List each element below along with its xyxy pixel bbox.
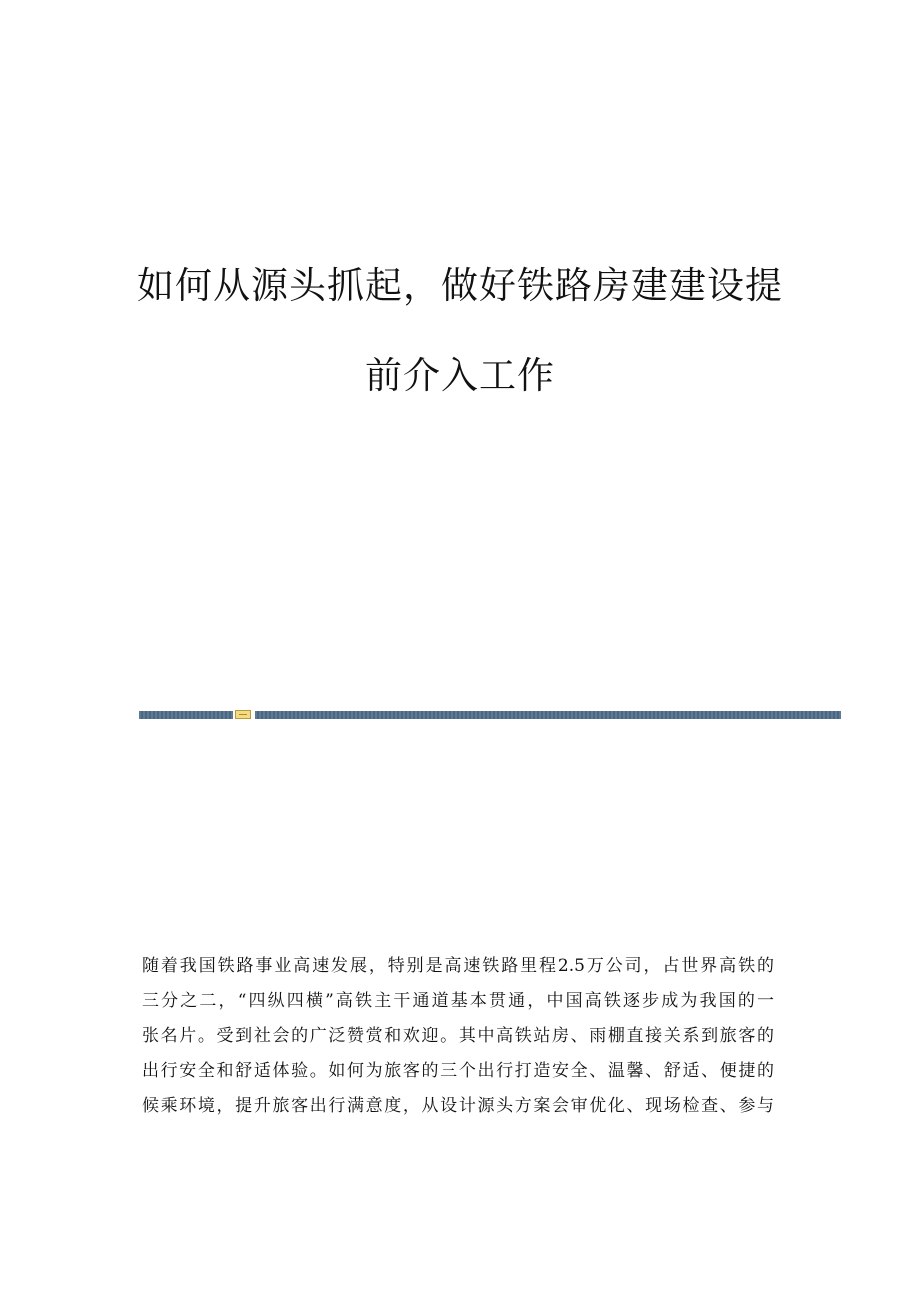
title-line-2: 前介入工作	[365, 354, 555, 397]
divider-ornament-icon	[235, 710, 251, 719]
divider-bar-right	[255, 711, 841, 719]
body-line-5: 候乘环境，提升旅客出行满意度，从设计源头方案会审优化、现场检查、参与	[142, 1096, 774, 1116]
title-line-1: 如何从源头抓起，做好铁路房建建设提	[137, 264, 783, 307]
body-line-1: 随着我国铁路事业高速发展，特别是高速铁路里程2.5万公司，占世界高铁的	[142, 956, 774, 976]
body-line-3: 张名片。受到社会的广泛赞赏和欢迎。其中高铁站房、雨棚直接关系到旅客的	[142, 1026, 774, 1046]
body-line-4: 出行安全和舒适体验。如何为旅客的三个出行打造安全、温馨、舒适、便捷的	[142, 1061, 774, 1081]
divider-bar-left	[139, 711, 233, 719]
body-line-2: 三分之二，“四纵四横”高铁主干通道基本贯通，中国高铁逐步成为我国的一	[142, 991, 774, 1011]
section-divider	[139, 711, 841, 720]
document-title	[100, 262, 820, 400]
body-paragraph	[142, 949, 774, 1124]
